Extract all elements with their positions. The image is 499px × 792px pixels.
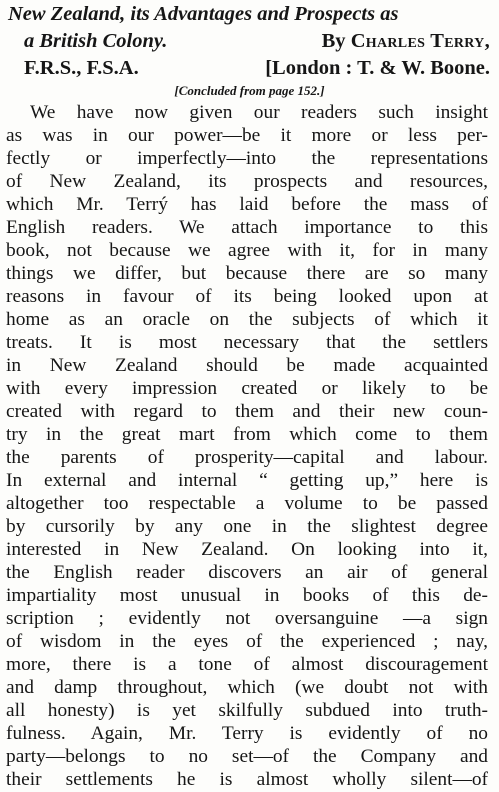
body-text-line: interested in New Zealand. On looking into it, [6,539,488,560]
body-text-line: their settlements he is almost wholly silent—of [6,769,488,790]
body-text-line: impartiality most unusual in books of this de- [6,585,488,606]
body-text-line: as was in our power—be it more or less per- [6,125,488,146]
body-text-line: more, there is a tone of almost discouragement [6,654,488,675]
body-text-line: by cursorily by any one in the slightest degree [6,516,488,537]
body-text-line: of New Zealand, its prospects and resources, [6,171,488,192]
book-title-line-2: a British Colony. [24,30,168,52]
author-credentials: F.R.S., F.S.A. [24,57,139,79]
article-body [6,101,488,791]
body-text-line: created with regard to them and their new coun- [6,401,488,422]
body-text-line: In external and internal “ getting up,” here is [6,470,488,491]
body-text-line: English readers. We attach importance to this [6,217,488,238]
body-text-line: which Mr. Terrý has laid before the mass of [6,194,488,215]
body-text-line: in New Zealand should be made acquainted [6,355,488,376]
body-text-line: things we differ, but because there are so many [6,263,488,284]
body-text-line: the parents of prosperity—capital and labour. [6,447,488,468]
publisher-info: [London : T. & W. Boone. [265,57,490,79]
body-text-line: try in the great mart from which come to them [6,424,488,445]
body-text-line: book, not because we agree with it, for in many [6,240,488,261]
body-text-line: and damp throughout, which (we doubt not with [6,677,488,698]
body-text-line: altogether too respectable a volume to be passed [6,493,488,514]
author-name: Charles Terry, [350,30,490,52]
body-text-line: of wisdom in the eyes of the experienced ; nay, [6,631,488,652]
body-text-line: with every impression created or likely to be [6,378,488,399]
by-label: By [321,30,351,52]
body-text-line: fulness. Again, Mr. Terry is evidently of no [6,723,488,744]
body-text-line: reasons in favour of its being looked upon at [6,286,488,307]
continuation-note: [Concluded from page 152.] [174,83,325,98]
body-text-line: scription ; evidently not oversanguine —a sign [6,608,488,629]
body-text-line: party—belongs to no set—of the Company and [6,746,488,767]
book-title-line-1: New Zealand, its Advantages and Prospects as [8,3,399,25]
body-text-line: all honesty) is yet skilfully subdued into truth- [6,700,488,721]
byline [322,29,490,53]
body-text-line: fectly or imperfectly—into the representations [6,148,488,169]
body-text-line: home as an oracle on the subjects of which it [6,309,488,330]
body-text-line: treats. It is most necessary that the settlers [6,332,488,353]
body-text-line: We have now given our readers such insight [30,102,488,123]
body-text-line: the English reader discovers an air of general [6,562,488,583]
